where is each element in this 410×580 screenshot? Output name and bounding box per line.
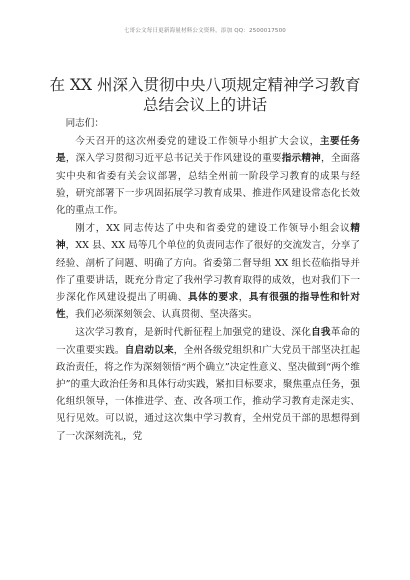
p2-bold-d: 具体的要求 [187, 292, 239, 304]
p3-text-a: 这次学习教育，是新时代新征程上加强党的建设、深化 [75, 327, 312, 339]
p1-text-e: ，全面落实中央和省委有关会议部署，总结全州前一阶段学习教育的成果与经验，研究部署下一步巩固拓展学习教育成果、推进作风建设常态化长效化的重点工作。 [56, 153, 361, 217]
speech-body [56, 115, 360, 445]
title-line-2: 总结会议上的讲话 [142, 96, 267, 114]
paragraph-3 [56, 324, 360, 444]
p2-bold-f: 具有很强的指导性和针对性 [56, 292, 361, 321]
p1-text-a: 今天召开的这次州委党的建设工作领导小组扩大会议， [75, 136, 320, 148]
p2-text-e: ， [238, 292, 249, 304]
p1-bold-b: 主要任务是 [56, 136, 361, 165]
greeting: 同志们： [65, 118, 104, 129]
p2-bold-b: 精神 [56, 223, 360, 252]
header-note: 七哥公文每日更新海量材料公文资料，添加 QQ：2500017500 [123, 28, 286, 34]
p3-text-c: 革命的一次重要实践。 [56, 327, 361, 356]
p1-text-c: ，深入学习贯彻习近平总书记关于作风建设的重要 [65, 153, 282, 165]
paragraph-2 [56, 220, 360, 323]
p1-bold-d: 指示精神 [281, 153, 321, 165]
p3-text-e: ，全州各级党组织和广大党员干部坚决扛起政治责任，将之作为深刻领悟“两个确立”决定性意义、坚决做到“两个维护”的重大政治任务和具体行动实践，紧扣目标要求，聚焦重点任务，强化组织领导，一体推进学、查、改各项工作，推动学习教育走深走实、见行见效。可以说，通过这次集中学习教育，全州党员干部的思想得到了一次深刻洗礼，党 [56, 344, 361, 442]
p3-bold-d: 自启动以来 [124, 344, 174, 356]
title-line-1: 在 XX 州深入贯彻中央八项规定精神学习教育 [49, 76, 361, 94]
p2-text-g: ，我们必须深刻领会、认真贯彻、坚决落实。 [65, 309, 258, 321]
paragraph-1 [56, 133, 360, 219]
p3-bold-b: 自我 [311, 327, 331, 339]
p2-text-c: ，XX 县、XX 局等几个单位的负责同志作了很好的交流发言，分享了经验、剖析了问题、明确了方向。省委第二督导组 XX 组长莅临指导并作了重要讲话，既充分肯定了我州学习教育取得的成效，也对我们下一步深化作风建设提出了明确、 [56, 240, 361, 304]
page-title [40, 75, 370, 115]
p2-text-a: 刚才，XX 同志传达了中央和省委党的建设工作领导小组会议 [75, 223, 351, 235]
